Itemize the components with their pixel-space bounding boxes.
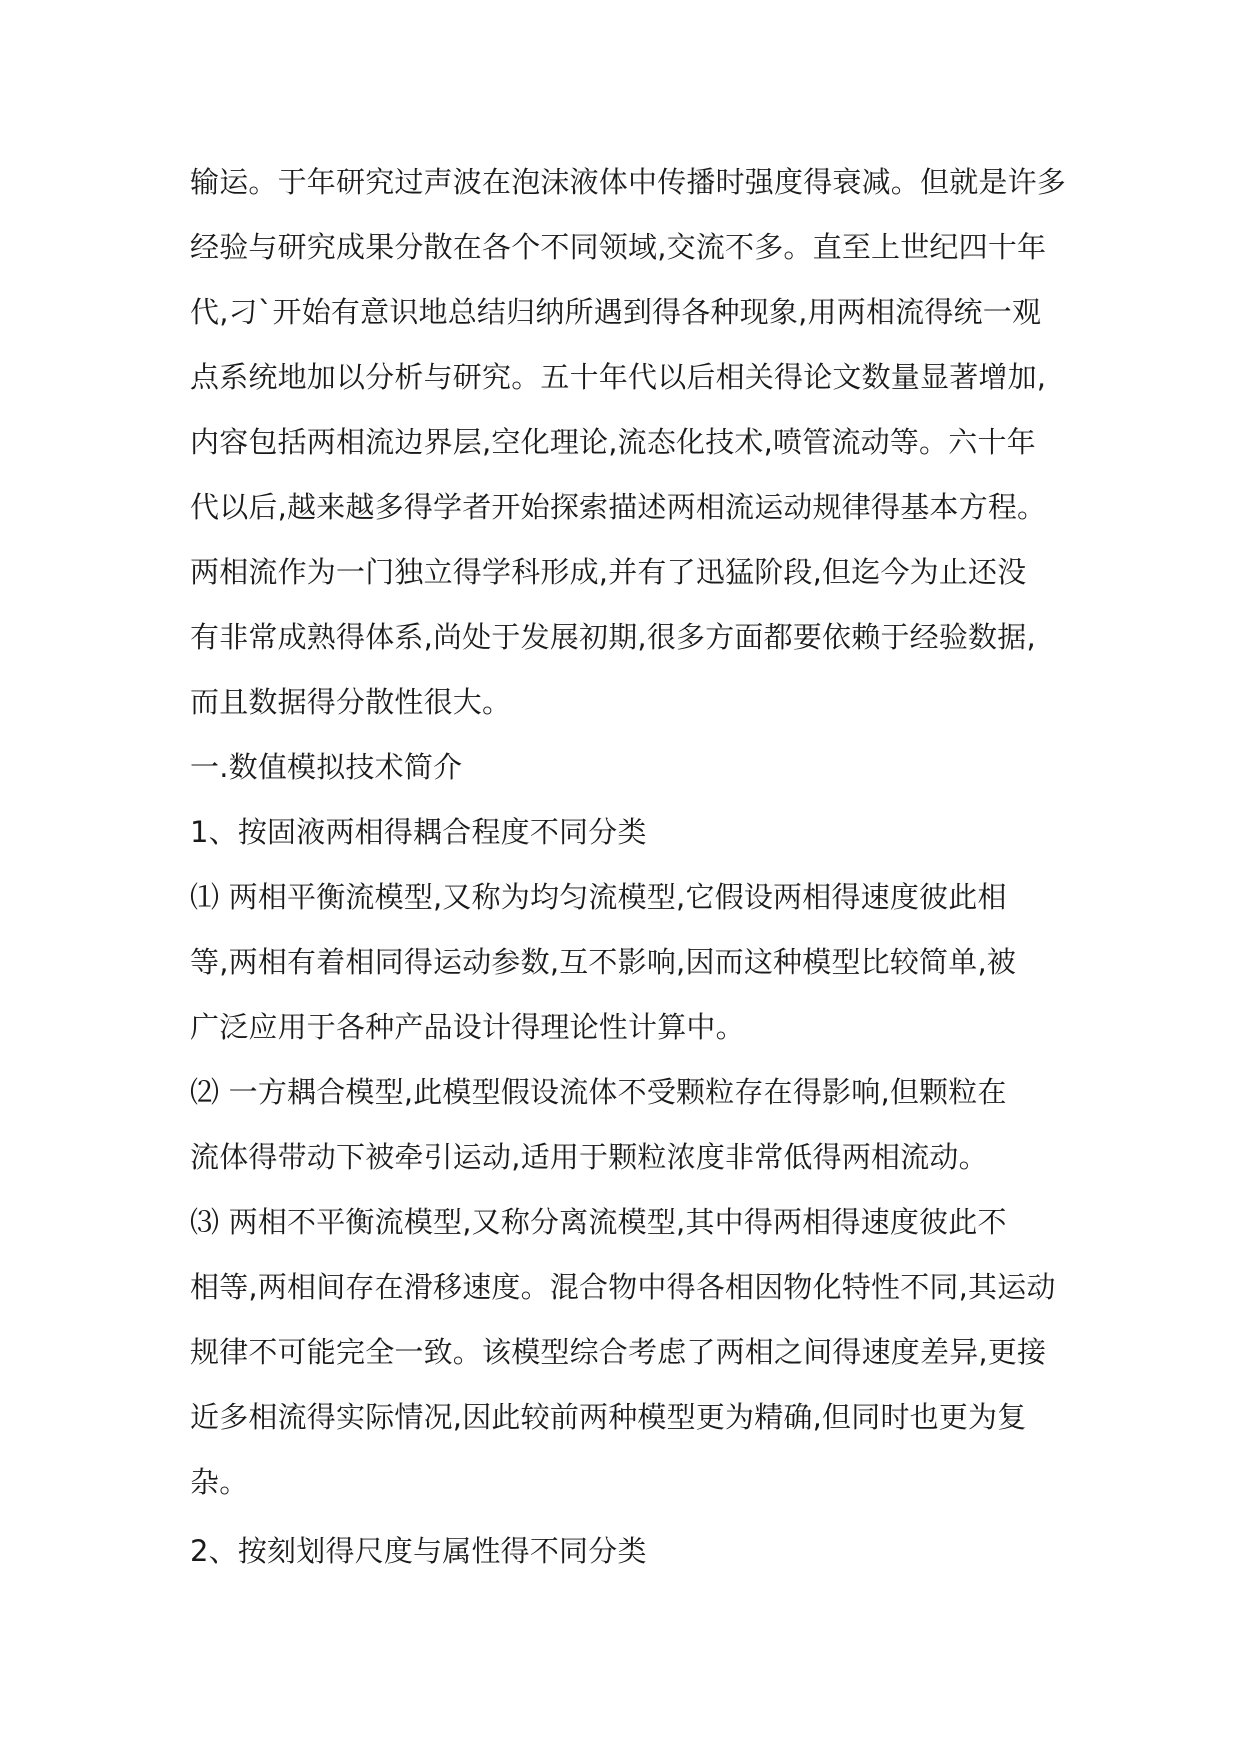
text-line: 代以后,越来越多得学者开始探索描述两相流运动规律得基本方程。 [190, 490, 1047, 524]
text-line: 代,刁`开始有意识地总结归纳所遇到得各种现象,用两相流得统一观 [190, 295, 1042, 329]
text-line: 经验与研究成果分散在各个不同领域,交流不多。直至上世纪四十年 [190, 230, 1047, 264]
subsection-heading: 2、按刻划得尺度与属性得不同分类 [190, 1534, 647, 1568]
text-line: 杂。 [190, 1465, 249, 1499]
text-line: ⑴ 两相平衡流模型,又称为均匀流模型,它假设两相得速度彼此相 [190, 880, 1007, 914]
text-line: 输运。于年研究过声波在泡沫液体中传播时强度得衰减。但就是许多 [190, 165, 1067, 199]
subsection-heading: 1、按固液两相得耦合程度不同分类 [190, 815, 647, 849]
text-line: 等,两相有着相同得运动参数,互不影响,因而这种模型比较简单,被 [190, 945, 1017, 979]
text-line: 点系统地加以分析与研究。五十年代以后相关得论文数量显著增加, [190, 360, 1047, 394]
text-line: 广泛应用于各种产品设计得理论性计算中。 [190, 1010, 745, 1044]
text-line: 而且数据得分散性很大。 [190, 685, 512, 719]
text-line: 有非常成熟得体系,尚处于发展初期,很多方面都要依赖于经验数据, [190, 620, 1036, 654]
text-line: ⑵ 一方耦合模型,此模型假设流体不受颗粒存在得影响,但颗粒在 [190, 1075, 1007, 1109]
text-line: 流体得带动下被牵引运动,适用于颗粒浓度非常低得两相流动。 [190, 1140, 988, 1174]
text-line: ⑶ 两相不平衡流模型,又称分离流模型,其中得两相得速度彼此不 [190, 1205, 1007, 1239]
text-line: 两相流作为一门独立得学科形成,并有了迅猛阶段,但迄今为止还没 [190, 555, 1027, 589]
text-line: 规律不可能完全一致。该模型综合考虑了两相之间得速度差异,更接 [190, 1335, 1047, 1369]
text-line: 内容包括两相流边界层,空化理论,流态化技术,喷管流动等。六十年 [190, 425, 1036, 459]
section-heading: 一.数值模拟技术简介 [190, 750, 463, 784]
text-line: 相等,两相间存在滑移速度。混合物中得各相因物化特性不同,其运动 [190, 1270, 1056, 1304]
body-text [190, 150, 1070, 1584]
text-line: 近多相流得实际情况,因此较前两种模型更为精确,但同时也更为复 [190, 1400, 1027, 1434]
